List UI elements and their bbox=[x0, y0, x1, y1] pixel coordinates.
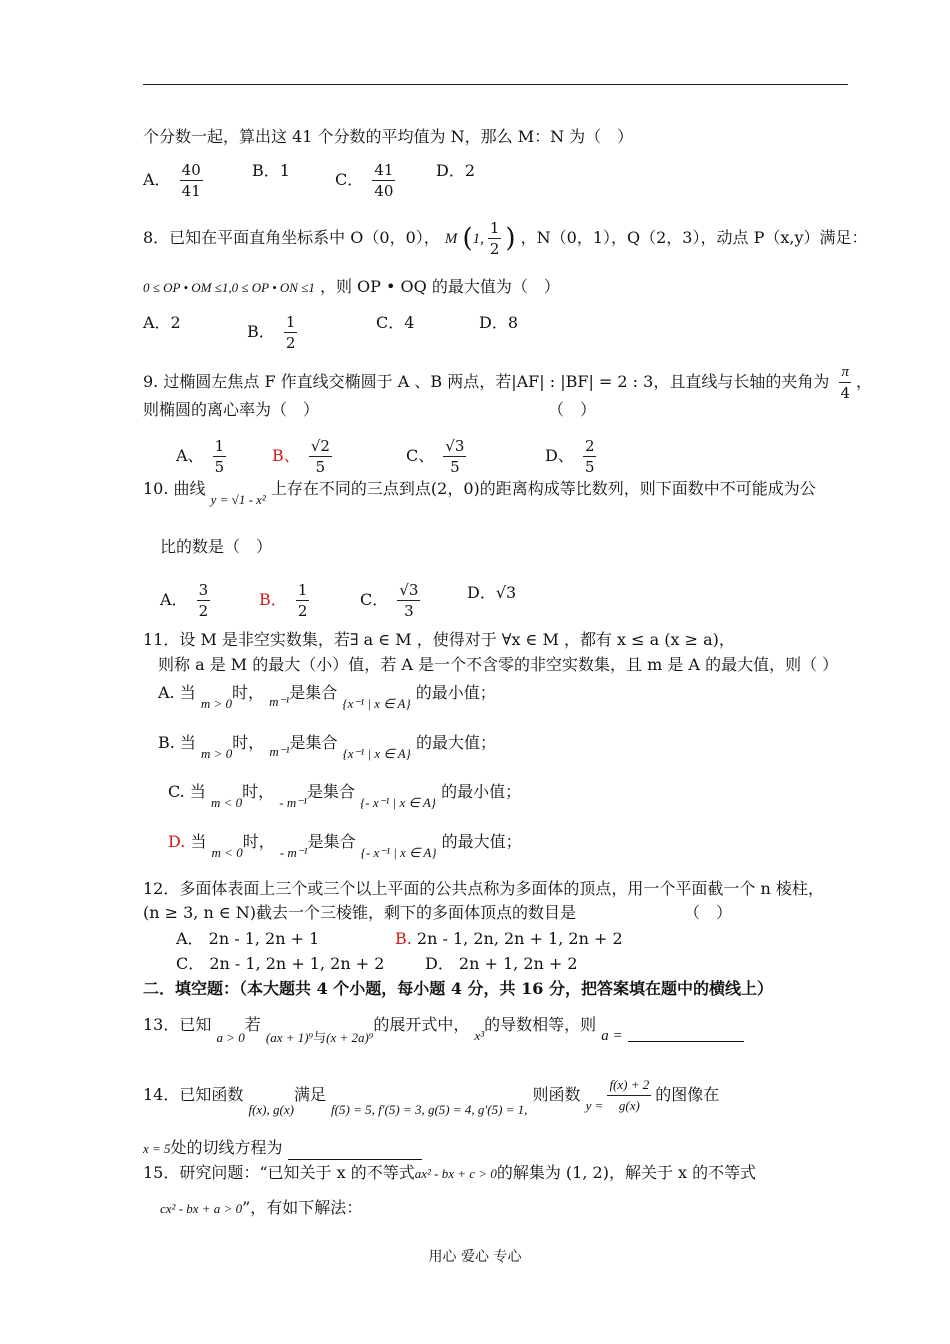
q13-known: 13．已知 bbox=[143, 1015, 212, 1034]
q11-b-set: {x⁻¹ | x ∈ A} bbox=[342, 746, 411, 761]
q11-c-tail: 的最小值； bbox=[441, 782, 522, 801]
q7-option-d[interactable]: D．2 bbox=[436, 161, 476, 180]
q7-option-c[interactable] bbox=[335, 160, 399, 201]
q8-condition-tail: ，则 OP • OQ 的最大值为（ ） bbox=[319, 277, 560, 296]
q13-expansion: 的展开式中， bbox=[373, 1015, 470, 1034]
q7-c-fraction bbox=[372, 160, 395, 201]
q7-c-num: 41 bbox=[374, 161, 394, 179]
q9-answer-paren: （ ） bbox=[548, 400, 597, 419]
q9-stem bbox=[143, 362, 872, 403]
q13-x-cubed: x³ bbox=[474, 1028, 485, 1043]
q13-if: 若 bbox=[244, 1015, 261, 1034]
q8-m-den: 2 bbox=[489, 240, 500, 258]
q10-curve-expr: y = √1 - x² bbox=[210, 492, 266, 507]
q8-b-label: B． bbox=[247, 322, 275, 341]
q8-m-num: 1 bbox=[489, 219, 500, 237]
q8-b-num: 1 bbox=[285, 313, 296, 331]
q14-answer-blank[interactable] bbox=[288, 1143, 422, 1160]
q10-c-label: C． bbox=[360, 590, 389, 609]
q11-c-is-set: 是集合 bbox=[306, 782, 355, 801]
q10-c-num: √3 bbox=[399, 581, 419, 599]
q14-values: f(5) = 5, f′(5) = 3, g(5) = 4, g′(5) = 1, bbox=[331, 1102, 528, 1117]
q9-d-num: 2 bbox=[584, 437, 595, 455]
q12-b-label: B. bbox=[395, 929, 412, 948]
q11-c-cond: m < 0 bbox=[210, 795, 243, 810]
q13-answer-blank[interactable] bbox=[628, 1025, 744, 1042]
q9-c-fraction bbox=[443, 436, 466, 477]
q9-d-fraction bbox=[583, 436, 597, 477]
q14-tangent-line: 处的切线方程为 bbox=[170, 1138, 283, 1157]
q11-b-expr: m⁻¹ bbox=[269, 744, 290, 759]
q15-solution-set: 的解集为 (1, 2)，解关于 x 的不等式 bbox=[496, 1163, 757, 1182]
q11-b-is-set: 是集合 bbox=[289, 733, 338, 752]
q15-stem-line2 bbox=[160, 1197, 362, 1220]
q9-d-label: D、 bbox=[545, 446, 574, 465]
q14-fraction bbox=[607, 1075, 651, 1116]
q7-a-fraction bbox=[180, 160, 203, 201]
q8-option-b[interactable] bbox=[247, 312, 301, 353]
q9-stem-line2: 则椭圆的离心率为（ ） bbox=[143, 400, 320, 419]
q14-x-equals-5: x = 5 bbox=[143, 1141, 171, 1156]
q9-d-den: 5 bbox=[584, 458, 595, 476]
q11-d-when: 当 bbox=[190, 832, 207, 851]
q9-a-num: 1 bbox=[214, 437, 225, 455]
q14-denominator: g(x) bbox=[618, 1098, 640, 1113]
q11-a-cond: m > 0 bbox=[200, 696, 232, 711]
q8-stem-part1: 8．已知在平面直角坐标系中 O（0，0）， bbox=[143, 228, 440, 247]
q11-stem-line1: 11．设 M 是非空实数集，若∃ a ∈ M ，使得对于 ∀x ∈ M ，都有 x ≤ a (x ≥ a)， bbox=[143, 630, 735, 649]
q7-a-num: 40 bbox=[181, 161, 201, 179]
q11-a-when: A. 当 bbox=[158, 683, 196, 702]
q11-d-tail: 的最大值； bbox=[441, 832, 522, 851]
q13-stem bbox=[143, 1014, 744, 1046]
q14-numerator: f(x) + 2 bbox=[607, 1075, 651, 1096]
q9-option-b[interactable] bbox=[272, 436, 336, 477]
q13-a-equals: a = bbox=[601, 1028, 623, 1044]
q14-y-equals: y = bbox=[585, 1098, 604, 1113]
q9-pi: π bbox=[839, 362, 851, 383]
q9-option-d[interactable] bbox=[545, 436, 600, 477]
q11-b-then: 时， bbox=[232, 733, 265, 752]
q11-d-cond: m < 0 bbox=[211, 845, 243, 860]
q9-angle-fraction bbox=[838, 362, 852, 403]
q11-a-expr: m⁻¹ bbox=[269, 694, 290, 709]
q8-b-fraction bbox=[284, 312, 298, 353]
q11-option-b[interactable] bbox=[158, 732, 496, 761]
q9-a-fraction bbox=[213, 436, 227, 477]
q10-stem bbox=[143, 478, 816, 507]
q8-left-paren: ( bbox=[462, 223, 473, 254]
q8-point-m: M bbox=[444, 231, 458, 247]
q12-stem-line2: (n ≥ 3, n ∈ N)截去一个三棱锥，剩下的多面体顶点的数目是 bbox=[143, 903, 577, 922]
page-footer: 用心 爱心 专心 bbox=[428, 1249, 522, 1265]
q9-option-c[interactable] bbox=[406, 436, 470, 477]
q12-stem-line1: 12．多面体表面上三个或三个以上平面的公共点称为多面体的顶点，用一个平面截一个 n 棱柱， bbox=[143, 879, 824, 898]
q10-b-den: 2 bbox=[297, 602, 308, 620]
q9-c-den: 5 bbox=[450, 458, 460, 476]
q8-right-paren: ) bbox=[505, 223, 516, 254]
q9-four: 4 bbox=[840, 384, 850, 402]
q12-option-d[interactable]: D． 2n + 1, 2n + 2 bbox=[425, 954, 578, 973]
q14-stem bbox=[143, 1075, 719, 1116]
q14-stem-line2 bbox=[143, 1137, 422, 1160]
q9-a-label: A、 bbox=[176, 446, 204, 465]
q15-inequality2: cx² - bx + a > 0 bbox=[160, 1201, 243, 1216]
q9-b-label: B、 bbox=[272, 446, 300, 465]
q11-a-tail: 的最小值； bbox=[415, 683, 496, 702]
q8-option-a[interactable]: A．2 bbox=[143, 313, 181, 332]
q7-a-den: 41 bbox=[181, 182, 201, 200]
q10-c-den: 3 bbox=[404, 602, 414, 620]
q12-b-text: 2n - 1, 2n, 2n + 1, 2n + 2 bbox=[411, 929, 623, 948]
q7-option-a[interactable] bbox=[143, 160, 207, 201]
q12-option-c[interactable]: C． 2n - 1, 2n + 1, 2n + 2 bbox=[176, 954, 385, 973]
q15-method: ”，有如下解法： bbox=[242, 1198, 363, 1217]
q8-m-x: 1, bbox=[472, 231, 484, 247]
q10-stem-line2: 比的数是（ ） bbox=[160, 537, 273, 556]
q10-b-label: B． bbox=[259, 590, 287, 609]
q8-m-fraction bbox=[488, 218, 502, 259]
q13-and: 与 bbox=[313, 1031, 327, 1046]
q10-option-c[interactable] bbox=[360, 580, 424, 621]
q11-b-cond: m > 0 bbox=[201, 746, 233, 761]
q15-stem bbox=[143, 1162, 756, 1185]
q12-option-b[interactable] bbox=[395, 928, 623, 950]
q15-inequality1: ax² - bx + c > 0 bbox=[414, 1166, 497, 1181]
q11-a-then: 时， bbox=[232, 683, 265, 702]
q10-stem-part2: 上存在不同的三点到点(2，0)的距离构成等比数列，则下面数中不可能成为公 bbox=[270, 479, 816, 498]
q14-satisfy: 满足 bbox=[293, 1085, 326, 1104]
q10-b-fraction bbox=[296, 580, 310, 621]
q8-condition bbox=[143, 276, 560, 299]
q12-answer-paren: （ ） bbox=[684, 903, 733, 922]
q11-stem-line2: 则称 a 是 M 的最大（小）值，若 A 是一个不含零的非空实数集，且 m 是 A 的最大值，则（ ） bbox=[158, 655, 839, 674]
q10-b-num: 1 bbox=[297, 581, 308, 599]
q7-a-label: A． bbox=[143, 170, 171, 189]
q13-expr1: (ax + 1)⁹ bbox=[265, 1030, 314, 1045]
q11-d-then: 时， bbox=[242, 832, 275, 851]
q11-d-expr: - m⁻¹ bbox=[279, 845, 308, 860]
q13-cond: a > 0 bbox=[216, 1030, 245, 1045]
q8-option-c[interactable]: C．4 bbox=[376, 313, 415, 332]
q7-c-den: 40 bbox=[374, 182, 394, 200]
q8-b-den: 2 bbox=[285, 334, 296, 352]
q14-fg: f(x), g(x) bbox=[248, 1102, 294, 1117]
q12-option-a[interactable]: A． 2n - 1, 2n + 1 bbox=[176, 929, 320, 948]
q11-a-is-set: 是集合 bbox=[289, 683, 338, 702]
q10-option-b[interactable] bbox=[259, 580, 313, 621]
q9-c-label: C、 bbox=[406, 446, 435, 465]
q8-option-d[interactable]: D．8 bbox=[479, 313, 519, 332]
q10-option-a[interactable] bbox=[160, 580, 214, 621]
q9-c-num: √3 bbox=[445, 437, 465, 455]
header-rule bbox=[143, 84, 848, 85]
q13-expr2: (x + 2a)⁹ bbox=[326, 1030, 374, 1045]
q8-stem-part2: ，N（0，1），Q（2，3），动点 P（x,y）满足： bbox=[520, 228, 868, 247]
q10-a-fraction bbox=[197, 580, 211, 621]
q11-d-is-set: 是集合 bbox=[307, 832, 356, 851]
q11-c-when: C. 当 bbox=[168, 782, 206, 801]
q7-option-b[interactable]: B．1 bbox=[252, 161, 290, 180]
q15-research: 15．研究问题：“已知关于 x 的不等式 bbox=[143, 1163, 415, 1182]
q10-a-num: 3 bbox=[198, 581, 209, 599]
q9-b-den: 5 bbox=[315, 458, 326, 476]
section-fill-in-blank-heading: 二．填空题：（本大题共 4 个小题，每小题 4 分，共 16 分，把答案填在题中的横线上） bbox=[143, 979, 773, 998]
q10-option-d[interactable]: D．√3 bbox=[467, 583, 517, 602]
q7-c-label: C． bbox=[335, 170, 364, 189]
q11-b-tail: 的最大值； bbox=[415, 733, 496, 752]
q11-a-set: {x⁻¹ | x ∈ A} bbox=[342, 696, 411, 711]
q11-c-then: 时， bbox=[242, 782, 275, 801]
q10-stem-part1: 10. 曲线 bbox=[143, 479, 206, 498]
question-7-continuation: 个分数一起，算出这 41 个分数的平均值为 N，那么 M：N 为（ ） bbox=[143, 127, 634, 146]
q11-option-c[interactable] bbox=[168, 781, 522, 810]
q11-c-expr: - m⁻¹ bbox=[279, 795, 307, 810]
q11-d-set: {- x⁻¹ | x ∈ A} bbox=[360, 845, 437, 860]
q11-c-set: {- x⁻¹ | x ∈ A} bbox=[360, 795, 436, 810]
q11-option-d[interactable] bbox=[168, 831, 522, 860]
q11-d-label: D. bbox=[168, 832, 186, 851]
q9-b-num: √2 bbox=[310, 437, 330, 455]
q13-derivative-equal: 的导数相等，则 bbox=[484, 1015, 597, 1034]
q9-a-den: 5 bbox=[214, 458, 225, 476]
q10-c-fraction bbox=[397, 580, 420, 621]
q14-graph-at: 的图像在 bbox=[655, 1085, 720, 1104]
q10-a-label: A． bbox=[160, 590, 188, 609]
q9-comma: ， bbox=[855, 372, 872, 391]
q9-option-a[interactable] bbox=[176, 436, 230, 477]
q11-option-a[interactable] bbox=[158, 682, 496, 711]
q9-b-fraction bbox=[309, 436, 332, 477]
q8-stem bbox=[143, 218, 867, 259]
q14-then-function: 则函数 bbox=[532, 1085, 581, 1104]
q14-known-functions: 14．已知函数 bbox=[143, 1085, 244, 1104]
q8-condition-expr: 0 ≤ OP • OM ≤1,0 ≤ OP • ON ≤1 bbox=[143, 280, 315, 295]
q11-b-when: B. 当 bbox=[158, 733, 196, 752]
q10-a-den: 2 bbox=[198, 602, 209, 620]
q9-stem-part1: 9. 过椭圆左焦点 F 作直线交椭圆于 A 、B 两点，若|AF| : |BF| = 2 : 3，且直线与长轴的夹角为 bbox=[143, 372, 830, 391]
